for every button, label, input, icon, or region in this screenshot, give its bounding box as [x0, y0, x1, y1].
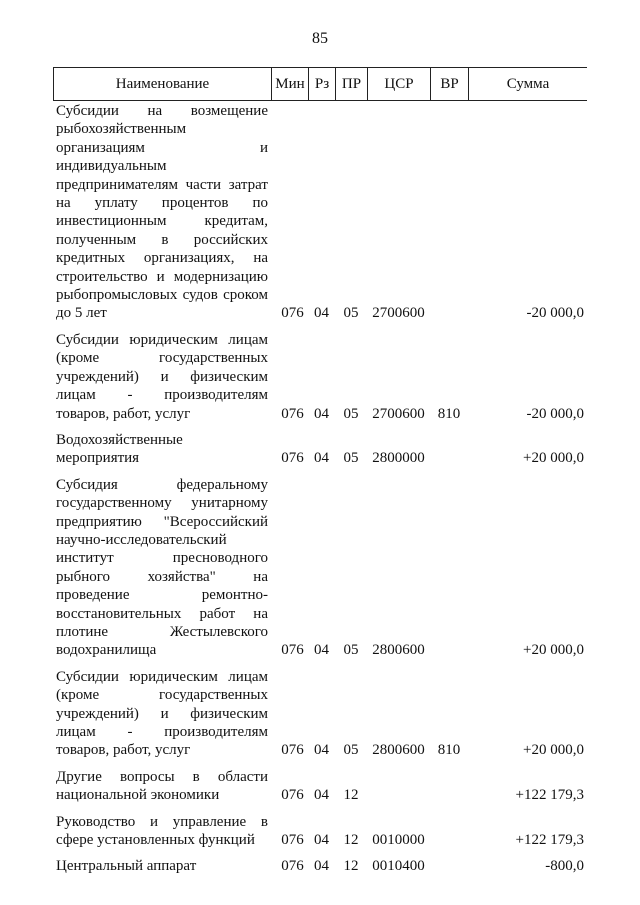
row-csr: 2800000: [372, 450, 425, 467]
row-rz: 04: [314, 450, 329, 467]
row-pr: 12: [343, 858, 359, 875]
table-row: [53, 476, 586, 660]
row-csr: 0010000: [372, 832, 425, 849]
row-name: Субсидии на возмещение рыбохозяйственным организациям и индивидуальным предпринимателям части затрат на уплату процентов по инвестиционным кредитам, полученным в российских кредитных организациях, на строительство и модернизацию рыбопромысловых судов сроком до 5 лет: [56, 103, 268, 322]
row-sum: -20 000,0: [526, 405, 584, 422]
row-csr: 2800600: [372, 642, 425, 659]
row-min: 076: [281, 787, 304, 804]
row-pr: 05: [343, 642, 359, 659]
table-row: [53, 102, 586, 323]
row-min: 076: [281, 405, 304, 422]
row-min: 076: [281, 642, 304, 659]
table-row: [53, 331, 586, 423]
table-row: [53, 857, 586, 875]
row-sum: +20 000,0: [523, 742, 584, 759]
row-name: Субсидия федеральному государственному унитарному предприятию "Всероссийский научно-исследовательский институт пресноводного рыбного хозяйства" на проведение ремонтно-восстановительных работ на плотине Жестылевского водохранилища: [56, 476, 268, 659]
row-sum: +122 179,3: [515, 832, 584, 849]
row-min: 076: [281, 450, 304, 467]
row-name: Водохозяйственные мероприятия: [56, 431, 183, 467]
header-rz: Рз: [309, 68, 336, 100]
row-rz: 04: [314, 742, 329, 759]
row-sum: -20 000,0: [526, 305, 584, 322]
row-pr: 05: [343, 742, 359, 759]
row-name: Другие вопросы в области национальной экономики: [56, 768, 268, 804]
row-rz: 04: [314, 858, 329, 875]
row-pr: 05: [343, 405, 359, 422]
row-rz: 04: [314, 832, 329, 849]
row-rz: 04: [314, 305, 329, 322]
table-body: [53, 102, 586, 884]
row-sum: +122 179,3: [515, 787, 584, 804]
row-csr: 0010400: [372, 858, 425, 875]
header-name: Наименование: [54, 68, 272, 100]
row-vr: 810: [437, 405, 461, 422]
table-row: [53, 768, 586, 805]
header-min: Мин: [272, 68, 309, 100]
header-pr: ПР: [336, 68, 368, 100]
table-row: [53, 668, 586, 760]
row-sum: -800,0: [545, 858, 584, 875]
table-header: [53, 67, 587, 101]
row-name: Субсидии юридическим лицам (кроме государственных учреждений) и физическим лицам - производителям товаров, работ, услуг: [56, 668, 268, 759]
row-sum: +20 000,0: [523, 642, 584, 659]
page-number: 85: [312, 30, 328, 47]
row-min: 076: [281, 742, 304, 759]
header-vr: ВР: [431, 68, 469, 100]
row-min: 076: [281, 832, 304, 849]
row-csr: 2800600: [372, 742, 425, 759]
row-pr: 12: [343, 832, 359, 849]
row-min: 076: [281, 305, 304, 322]
row-rz: 04: [314, 642, 329, 659]
row-rz: 04: [314, 405, 329, 422]
table-row: [53, 431, 586, 468]
row-name: Руководство и управление в сфере установленных функций: [56, 813, 268, 849]
row-pr: 05: [343, 450, 359, 467]
row-pr: 12: [343, 787, 359, 804]
table-row: [53, 813, 586, 850]
row-sum: +20 000,0: [523, 450, 584, 467]
row-name: Субсидии юридическим лицам (кроме государственных учреждений) и физическим лицам - производителям товаров, работ, услуг: [56, 331, 268, 422]
header-sum: Сумма: [506, 75, 550, 92]
row-vr: 810: [437, 742, 461, 759]
row-name: Центральный аппарат: [56, 858, 197, 875]
row-rz: 04: [314, 787, 329, 804]
row-pr: 05: [343, 305, 359, 322]
row-csr: 2700600: [372, 405, 425, 422]
row-min: 076: [281, 858, 304, 875]
row-csr: 2700600: [372, 305, 425, 322]
header-csr: ЦСР: [368, 68, 431, 100]
